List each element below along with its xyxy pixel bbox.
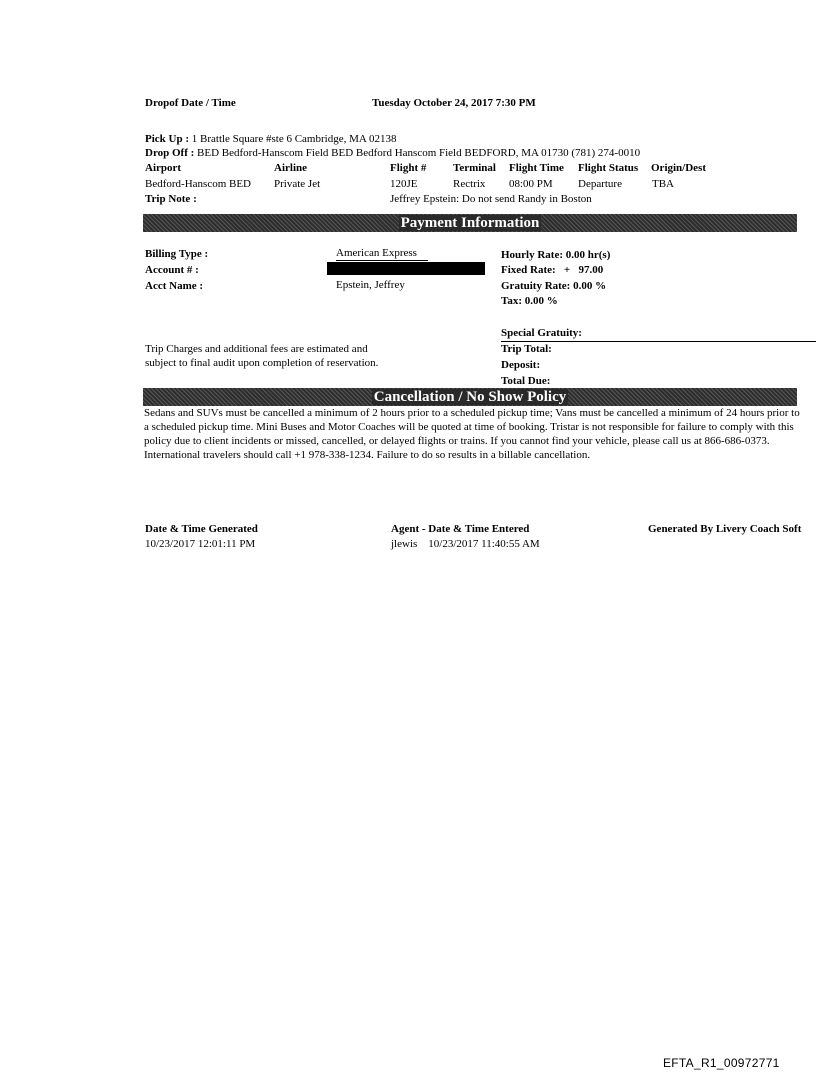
pickup-row	[145, 133, 396, 145]
bates-number: EFTA_R1_00972771	[663, 1056, 780, 1070]
agent-value: jlewis 10/23/2017 11:40:55 AM	[391, 538, 540, 550]
charges-note-line1: Trip Charges and additional fees are estimated and	[145, 343, 368, 355]
cell-flight-status: Departure	[578, 178, 622, 190]
dropoff-location-row	[145, 147, 640, 159]
cell-flight-no: 120JE	[390, 178, 418, 190]
header-flight-time: Flight Time	[509, 162, 564, 174]
header-origin-dest: Origin/Dest	[651, 162, 706, 174]
special-gratuity-label: Special Gratuity:	[501, 327, 582, 339]
account-label: Account # :	[145, 264, 199, 276]
header-flight-status: Flight Status	[578, 162, 639, 174]
pickup-value: 1 Brattle Square #ste 6 Cambridge, MA 02138	[191, 133, 397, 145]
header-terminal: Terminal	[453, 162, 496, 174]
tax-rate: Tax: 0.00 %	[501, 295, 558, 307]
generated-label: Date & Time Generated	[145, 523, 258, 535]
payment-title: Payment Information	[400, 215, 540, 231]
billing-type-value: American Express	[336, 247, 417, 259]
cell-airline: Private Jet	[274, 178, 321, 190]
charges-note-line2: subject to final audit upon completion of reservation.	[145, 357, 379, 369]
header-airline: Airline	[274, 162, 307, 174]
billing-type-label: Billing Type :	[145, 248, 209, 260]
deposit-label: Deposit:	[501, 359, 541, 371]
billing-type-underline	[336, 260, 428, 261]
agent-label: Agent - Date & Time Entered	[391, 523, 530, 535]
cancellation-title: Cancellation / No Show Policy	[373, 389, 567, 405]
fixed-rate: Fixed Rate: + 97.00	[501, 264, 604, 276]
cancellation-policy-text: Sedans and SUVs must be cancelled a minimum of 2 hours prior to a scheduled pickup time; Vans must be cancelled a minimum of 24 hours prior to a scheduled pickup time. Mini Buses and Motor Coaches will be quoted at time of booking. Tristar is not responsible for failure to comply with this policy due to client incidents or missed, cancelled, or delayed flights or trains. If you cannot find your vehicle, please call us at 866-686-0373. International travelers should call +1 978-338-1234. Failure to do so results in a billable cancellation.	[144, 407, 800, 461]
gratuity-rate: Gratuity Rate: 0.00 %	[501, 280, 607, 292]
cell-origin-dest: TBA	[652, 178, 674, 190]
dropoff-location-label: Drop Off :	[145, 147, 195, 159]
trip-note-value: Jeffrey Epstein: Do not send Randy in Boston	[390, 193, 592, 205]
cell-flight-time: 08:00 PM	[509, 178, 553, 190]
generated-value: 10/23/2017 12:01:11 PM	[145, 538, 256, 550]
total-due-label: Total Due:	[501, 375, 551, 387]
hourly-rate: Hourly Rate: 0.00 hr(s)	[501, 249, 611, 261]
cancellation-section-header	[143, 388, 797, 406]
trip-total-label: Trip Total:	[501, 343, 552, 355]
header-airport: Airport	[145, 162, 182, 174]
payment-section-header	[143, 214, 797, 232]
software-credit: Generated By Livery Coach Soft	[648, 523, 802, 535]
dropoff-label: Dropof Date / Time	[145, 97, 236, 109]
special-gratuity-line	[501, 341, 816, 342]
pickup-label: Pick Up :	[145, 133, 189, 145]
cell-terminal: Rectrix	[453, 178, 486, 190]
cell-airport: Bedford-Hanscom BED	[145, 178, 252, 190]
acct-name-value: Epstein, Jeffrey	[336, 279, 405, 291]
account-number-redaction	[327, 262, 485, 275]
trip-note-label: Trip Note :	[145, 193, 197, 205]
header-flight-no: Flight #	[390, 162, 427, 174]
dropoff-value: Tuesday October 24, 2017 7:30 PM	[372, 97, 536, 109]
dropoff-location-value: BED Bedford-Hanscom Field BED Bedford Hanscom Field BEDFORD, MA 01730 (781) 274-0010	[197, 147, 641, 159]
acct-name-label: Acct Name :	[145, 280, 204, 292]
